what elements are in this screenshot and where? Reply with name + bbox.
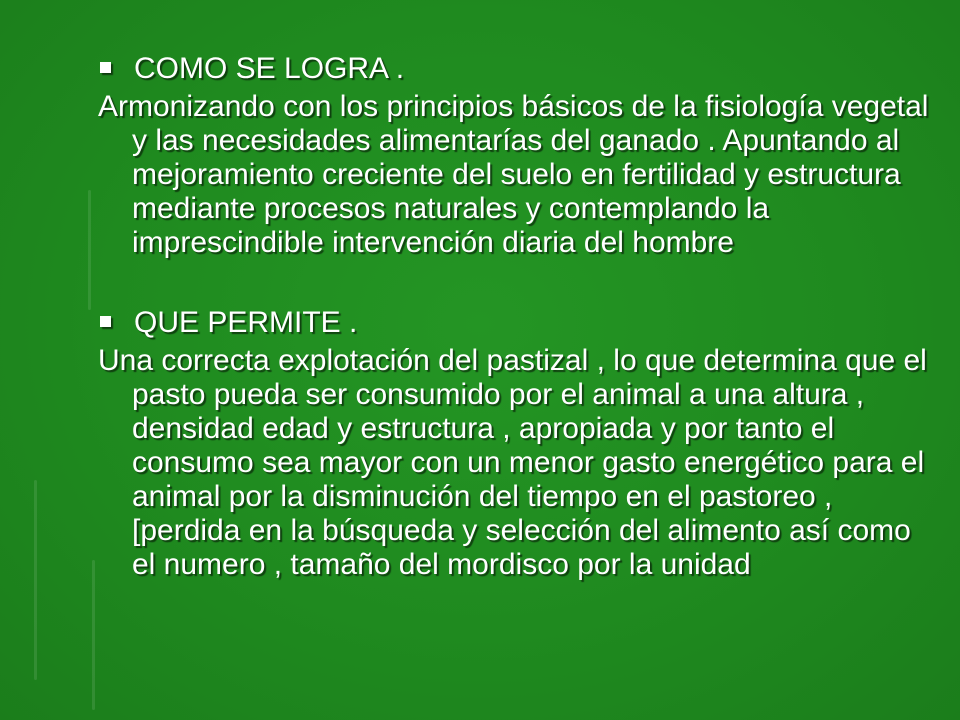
- section-heading: COMO SE LOGRA .: [134, 52, 405, 85]
- section-body: Armonizando con los principios básicos de la fisiología vegetal y las necesidades alimentarías del ganado . Apuntando al mejoramiento creciente del suelo en fertilidad y estructura mediante procesos naturales y contemplando la imprescindible intervención diaria del hombre: [98, 90, 929, 259]
- section-heading-row: [98, 52, 938, 86]
- decorative-streak: [88, 190, 91, 310]
- decorative-streak: [34, 480, 37, 680]
- decorative-streak: [92, 560, 95, 710]
- section-body: Una correcta explotación del pastizal , lo que determina que el pasto pueda ser consumido por el animal a una altura , densidad edad y estructura , apropiada y por tanto el consumo sea mayor con un menor gasto energético para el animal por la disminución del tiempo en el pastoreo ,[perdida en la búsqueda y selección del alimento así como el numero , tamaño del mordisco por la unidad: [98, 344, 927, 581]
- square-bullet-icon: [100, 316, 111, 327]
- section-heading: QUE PERMITE .: [134, 306, 358, 339]
- slide-content: [98, 52, 938, 582]
- square-bullet-icon: [100, 62, 111, 73]
- section-heading-row: [98, 306, 938, 340]
